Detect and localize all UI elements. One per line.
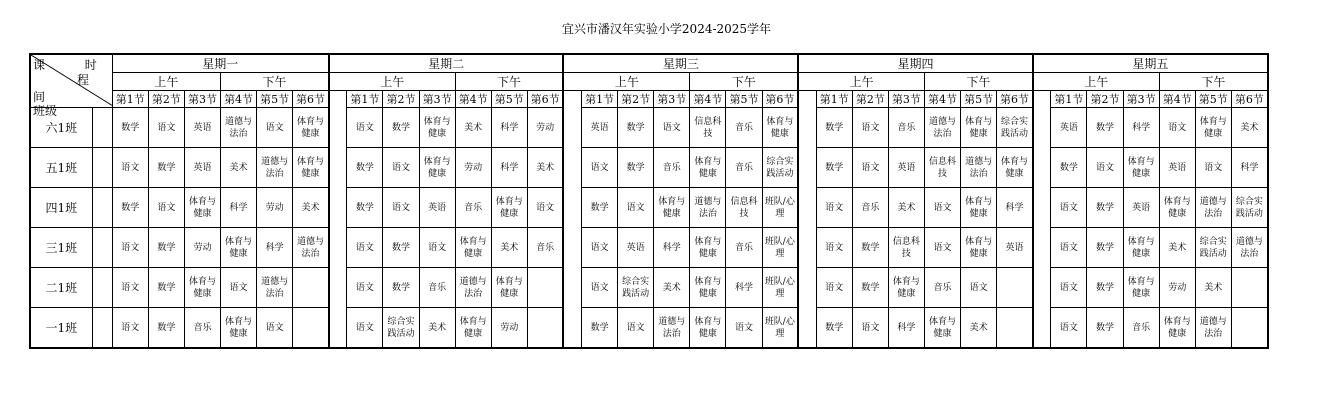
lesson-cell: 道德与法治 [455, 268, 491, 308]
lesson-cell: 体育与健康 [690, 228, 726, 268]
lesson-cell: 语文 [257, 108, 293, 148]
period-header: 第2节 [618, 91, 654, 108]
period-header: 第6节 [762, 91, 798, 108]
pm-header: 下午 [924, 73, 1032, 91]
lesson-cell: 数学 [618, 148, 654, 188]
lesson-cell: 美术 [961, 308, 997, 349]
lesson-cell: 美术 [654, 268, 690, 308]
lesson-cell: 体育与健康 [419, 108, 455, 148]
lesson-cell: 英语 [1051, 108, 1087, 148]
lesson-cell: 数学 [383, 268, 419, 308]
period-header: 第3节 [888, 91, 924, 108]
lesson-cell: 音乐 [419, 268, 455, 308]
lesson-cell: 语文 [347, 108, 383, 148]
am-header: 上午 [1033, 73, 1159, 91]
lesson-cell: 语文 [1051, 188, 1087, 228]
lesson-cell: 语文 [618, 188, 654, 228]
pm-header: 下午 [690, 73, 798, 91]
lesson-cell: 音乐 [888, 108, 924, 148]
period-header: 第5节 [491, 91, 527, 108]
lesson-cell: 语文 [347, 268, 383, 308]
lesson-cell: 道德与法治 [924, 108, 960, 148]
period-header: 第1节 [582, 91, 618, 108]
period-header: 第5节 [726, 91, 762, 108]
lesson-cell: 信息科技 [726, 188, 762, 228]
lesson-cell: 科学 [257, 228, 293, 268]
am-header: 上午 [329, 73, 455, 91]
lesson-cell: 数学 [582, 188, 618, 228]
class-row [30, 308, 1268, 349]
lesson-cell: 科学 [726, 268, 762, 308]
lesson-cell: 劳动 [1159, 268, 1195, 308]
lesson-cell: 语文 [1051, 308, 1087, 349]
lesson-cell: 数学 [112, 108, 148, 148]
lesson-cell [997, 308, 1033, 349]
half-header-row [30, 73, 1268, 91]
lesson-cell: 语文 [618, 308, 654, 349]
lesson-cell: 语文 [852, 308, 888, 349]
lesson-cell: 劳动 [491, 308, 527, 349]
lesson-cell: 道德与法治 [654, 308, 690, 349]
corner-label-cheng: 程 [77, 73, 90, 87]
class-name: 二1班 [30, 268, 92, 308]
lesson-cell: 信息科技 [888, 228, 924, 268]
day-header: 星期四 [798, 54, 1033, 73]
lesson-cell: 体育与健康 [455, 308, 491, 349]
lesson-cell: 语文 [383, 148, 419, 188]
lesson-cell: 综合实践活动 [618, 268, 654, 308]
period-header: 第2节 [852, 91, 888, 108]
period-header: 第4节 [455, 91, 491, 108]
class-row [30, 268, 1268, 308]
lesson-cell: 劳动 [527, 108, 563, 148]
lesson-cell: 美术 [221, 148, 257, 188]
lesson-cell: 美术 [419, 308, 455, 349]
lesson-cell: 体育与健康 [293, 108, 329, 148]
lesson-cell: 班队/心理 [762, 308, 798, 349]
lesson-cell: 数学 [582, 308, 618, 349]
lesson-cell: 科学 [1123, 108, 1159, 148]
lesson-cell: 语文 [1051, 228, 1087, 268]
lesson-cell: 体育与健康 [1159, 188, 1195, 228]
class-row [30, 228, 1268, 268]
lesson-cell: 语文 [527, 188, 563, 228]
lesson-cell: 语文 [816, 228, 852, 268]
period-header: 第4节 [924, 91, 960, 108]
lesson-cell [1231, 268, 1268, 308]
lesson-cell [293, 268, 329, 308]
page-title: 宜兴市潘汉年实验小学2024-2025学年 [561, 22, 772, 36]
period-header: 第4节 [690, 91, 726, 108]
lesson-cell: 语文 [816, 188, 852, 228]
lesson-cell: 数学 [112, 188, 148, 228]
lesson-cell: 语文 [654, 108, 690, 148]
lesson-cell: 音乐 [527, 228, 563, 268]
period-header: 第2节 [1087, 91, 1123, 108]
lesson-cell: 科学 [491, 108, 527, 148]
am-header: 上午 [112, 73, 220, 91]
lesson-cell: 音乐 [726, 108, 762, 148]
am-header: 上午 [563, 73, 689, 91]
lesson-cell: 数学 [1051, 148, 1087, 188]
lesson-cell: 科学 [654, 228, 690, 268]
lesson-cell: 数学 [852, 268, 888, 308]
class-spacer [92, 228, 112, 268]
lesson-cell: 英语 [184, 108, 220, 148]
class-row [30, 108, 1268, 148]
lesson-cell: 语文 [924, 188, 960, 228]
lesson-cell: 英语 [997, 228, 1033, 268]
lesson-cell: 体育与健康 [961, 108, 997, 148]
class-row [30, 148, 1268, 188]
day-header-row [30, 54, 1268, 73]
period-header-row [30, 91, 1268, 108]
class-name: 六1班 [30, 108, 92, 148]
corner-label-ke: 课 [33, 58, 46, 72]
lesson-cell: 科学 [1231, 148, 1268, 188]
lesson-cell: 数学 [148, 228, 184, 268]
class-spacer [92, 148, 112, 188]
lesson-cell: 劳动 [257, 188, 293, 228]
lesson-cell: 数学 [148, 268, 184, 308]
lesson-cell: 数学 [383, 108, 419, 148]
period-header: 第5节 [961, 91, 997, 108]
lesson-cell: 科学 [888, 308, 924, 349]
class-spacer [92, 188, 112, 228]
class-spacer [92, 268, 112, 308]
lesson-cell: 数学 [816, 308, 852, 349]
lesson-cell: 数学 [148, 148, 184, 188]
lesson-cell: 语文 [961, 268, 997, 308]
day-gap [329, 91, 347, 349]
period-header: 第3节 [1123, 91, 1159, 108]
lesson-cell: 体育与健康 [654, 188, 690, 228]
lesson-cell: 体育与健康 [1123, 228, 1159, 268]
lesson-cell: 音乐 [924, 268, 960, 308]
lesson-cell: 音乐 [1123, 308, 1159, 349]
lesson-cell: 音乐 [184, 308, 220, 349]
period-header: 第6节 [293, 91, 329, 108]
lesson-cell: 科学 [997, 188, 1033, 228]
lesson-cell: 英语 [419, 188, 455, 228]
lesson-cell: 语文 [1195, 148, 1231, 188]
period-header: 第3节 [654, 91, 690, 108]
lesson-cell: 道德与法治 [293, 228, 329, 268]
lesson-cell: 体育与健康 [419, 148, 455, 188]
lesson-cell: 体育与健康 [184, 188, 220, 228]
period-header: 第1节 [1051, 91, 1087, 108]
lesson-cell: 美术 [1159, 228, 1195, 268]
lesson-cell: 道德与法治 [257, 148, 293, 188]
lesson-cell: 英语 [888, 148, 924, 188]
lesson-cell: 语文 [1159, 108, 1195, 148]
lesson-cell: 班队/心理 [762, 188, 798, 228]
lesson-cell: 语文 [1087, 148, 1123, 188]
day-header: 星期一 [112, 54, 329, 73]
lesson-cell: 语文 [582, 268, 618, 308]
day-gap [798, 91, 816, 349]
lesson-cell: 体育与健康 [455, 228, 491, 268]
lesson-cell: 语文 [112, 308, 148, 349]
period-header: 第1节 [112, 91, 148, 108]
class-name: 三1班 [30, 228, 92, 268]
lesson-cell: 道德与法治 [961, 148, 997, 188]
period-header: 第6节 [1231, 91, 1268, 108]
lesson-cell: 劳动 [455, 148, 491, 188]
lesson-cell: 美术 [1195, 268, 1231, 308]
lesson-cell: 语文 [383, 188, 419, 228]
lesson-cell: 语文 [112, 228, 148, 268]
lesson-cell: 语文 [726, 308, 762, 349]
lesson-cell: 科学 [221, 188, 257, 228]
lesson-cell: 数学 [816, 108, 852, 148]
lesson-cell: 道德与法治 [221, 108, 257, 148]
lesson-cell: 语文 [852, 108, 888, 148]
lesson-cell: 语文 [419, 228, 455, 268]
lesson-cell: 道德与法治 [257, 268, 293, 308]
lesson-cell: 英语 [1123, 188, 1159, 228]
class-name: 一1班 [30, 308, 92, 349]
lesson-cell: 语文 [852, 148, 888, 188]
lesson-cell: 班队/心理 [762, 268, 798, 308]
lesson-cell: 体育与健康 [1123, 148, 1159, 188]
lesson-cell: 语文 [257, 308, 293, 349]
lesson-cell: 语文 [582, 228, 618, 268]
lesson-cell: 体育与健康 [762, 108, 798, 148]
timetable [29, 53, 1269, 349]
lesson-cell: 体育与健康 [1123, 268, 1159, 308]
lesson-cell: 英语 [582, 108, 618, 148]
class-row [30, 188, 1268, 228]
day-gap [563, 91, 581, 349]
lesson-cell: 数学 [148, 308, 184, 349]
lesson-cell: 语文 [1051, 268, 1087, 308]
lesson-cell: 体育与健康 [924, 308, 960, 349]
lesson-cell [1231, 308, 1268, 349]
lesson-cell: 体育与健康 [961, 228, 997, 268]
lesson-cell: 体育与健康 [293, 148, 329, 188]
lesson-cell: 英语 [184, 148, 220, 188]
lesson-cell: 数学 [347, 148, 383, 188]
class-name: 五1班 [30, 148, 92, 188]
lesson-cell: 语文 [112, 268, 148, 308]
lesson-cell: 数学 [852, 228, 888, 268]
lesson-cell: 班队/心理 [762, 228, 798, 268]
lesson-cell: 英语 [1159, 148, 1195, 188]
lesson-cell: 综合实践活动 [1231, 188, 1268, 228]
day-header: 星期三 [563, 54, 798, 73]
pm-header: 下午 [1159, 73, 1268, 91]
period-header: 第1节 [347, 91, 383, 108]
period-header: 第6节 [997, 91, 1033, 108]
lesson-cell: 语文 [816, 268, 852, 308]
lesson-cell: 体育与健康 [690, 268, 726, 308]
lesson-cell: 体育与健康 [690, 308, 726, 349]
lesson-cell: 体育与健康 [961, 188, 997, 228]
lesson-cell: 信息科技 [924, 148, 960, 188]
lesson-cell: 数学 [1087, 228, 1123, 268]
am-header: 上午 [798, 73, 924, 91]
period-header: 第4节 [221, 91, 257, 108]
period-header: 第4节 [1159, 91, 1195, 108]
lesson-cell: 美术 [1231, 108, 1268, 148]
period-header: 第3节 [419, 91, 455, 108]
lesson-cell: 科学 [491, 148, 527, 188]
lesson-cell: 英语 [618, 228, 654, 268]
pm-header: 下午 [455, 73, 563, 91]
lesson-cell: 数学 [383, 228, 419, 268]
lesson-cell [997, 268, 1033, 308]
lesson-cell: 道德与法治 [1231, 228, 1268, 268]
lesson-cell: 数学 [1087, 108, 1123, 148]
lesson-cell: 语文 [112, 148, 148, 188]
day-header: 星期五 [1033, 54, 1268, 73]
lesson-cell: 综合实践活动 [997, 108, 1033, 148]
period-header: 第2节 [383, 91, 419, 108]
lesson-cell: 音乐 [726, 228, 762, 268]
lesson-cell: 数学 [1087, 188, 1123, 228]
lesson-cell: 道德与法治 [690, 188, 726, 228]
lesson-cell: 体育与健康 [1159, 308, 1195, 349]
lesson-cell: 体育与健康 [690, 148, 726, 188]
lesson-cell: 数学 [1087, 308, 1123, 349]
lesson-cell [527, 268, 563, 308]
lesson-cell: 语文 [148, 188, 184, 228]
day-header: 星期二 [329, 54, 564, 73]
lesson-cell [293, 308, 329, 349]
lesson-cell: 综合实践活动 [762, 148, 798, 188]
lesson-cell: 体育与健康 [491, 268, 527, 308]
lesson-cell: 数学 [347, 188, 383, 228]
lesson-cell: 信息科技 [690, 108, 726, 148]
lesson-cell: 综合实践活动 [383, 308, 419, 349]
lesson-cell: 美术 [491, 228, 527, 268]
lesson-cell: 美术 [527, 148, 563, 188]
lesson-cell: 数学 [1087, 268, 1123, 308]
lesson-cell: 劳动 [184, 228, 220, 268]
corner-header [30, 54, 112, 118]
pm-header: 下午 [221, 73, 329, 91]
lesson-cell: 道德与法治 [1195, 308, 1231, 349]
corner-label-time: 时 [84, 58, 97, 72]
period-header: 第6节 [527, 91, 563, 108]
period-header: 第5节 [1195, 91, 1231, 108]
lesson-cell: 语文 [924, 228, 960, 268]
lesson-cell [527, 308, 563, 349]
lesson-cell: 综合实践活动 [1195, 228, 1231, 268]
lesson-cell: 体育与健康 [888, 268, 924, 308]
period-header: 第2节 [148, 91, 184, 108]
corner-label-jian: 间 [33, 90, 46, 104]
class-name: 四1班 [30, 188, 92, 228]
lesson-cell: 语文 [347, 308, 383, 349]
day-gap [1033, 91, 1051, 349]
lesson-cell: 音乐 [852, 188, 888, 228]
lesson-cell: 体育与健康 [491, 188, 527, 228]
lesson-cell: 美术 [888, 188, 924, 228]
corner-label-banji: 班级 [33, 104, 58, 118]
lesson-cell: 语文 [347, 228, 383, 268]
lesson-cell: 数学 [618, 108, 654, 148]
lesson-cell: 体育与健康 [221, 228, 257, 268]
period-header: 第3节 [184, 91, 220, 108]
lesson-cell: 美术 [455, 108, 491, 148]
lesson-cell: 美术 [293, 188, 329, 228]
lesson-cell: 语文 [582, 148, 618, 188]
lesson-cell: 道德与法治 [1195, 188, 1231, 228]
lesson-cell: 体育与健康 [997, 148, 1033, 188]
class-spacer [92, 308, 112, 349]
lesson-cell: 数学 [816, 148, 852, 188]
lesson-cell: 音乐 [726, 148, 762, 188]
period-header: 第5节 [257, 91, 293, 108]
lesson-cell: 语文 [148, 108, 184, 148]
lesson-cell: 语文 [221, 268, 257, 308]
lesson-cell: 体育与健康 [1195, 108, 1231, 148]
lesson-cell: 体育与健康 [184, 268, 220, 308]
lesson-cell: 音乐 [455, 188, 491, 228]
lesson-cell: 音乐 [654, 148, 690, 188]
class-spacer [92, 108, 112, 148]
period-header: 第1节 [816, 91, 852, 108]
lesson-cell: 体育与健康 [221, 308, 257, 349]
